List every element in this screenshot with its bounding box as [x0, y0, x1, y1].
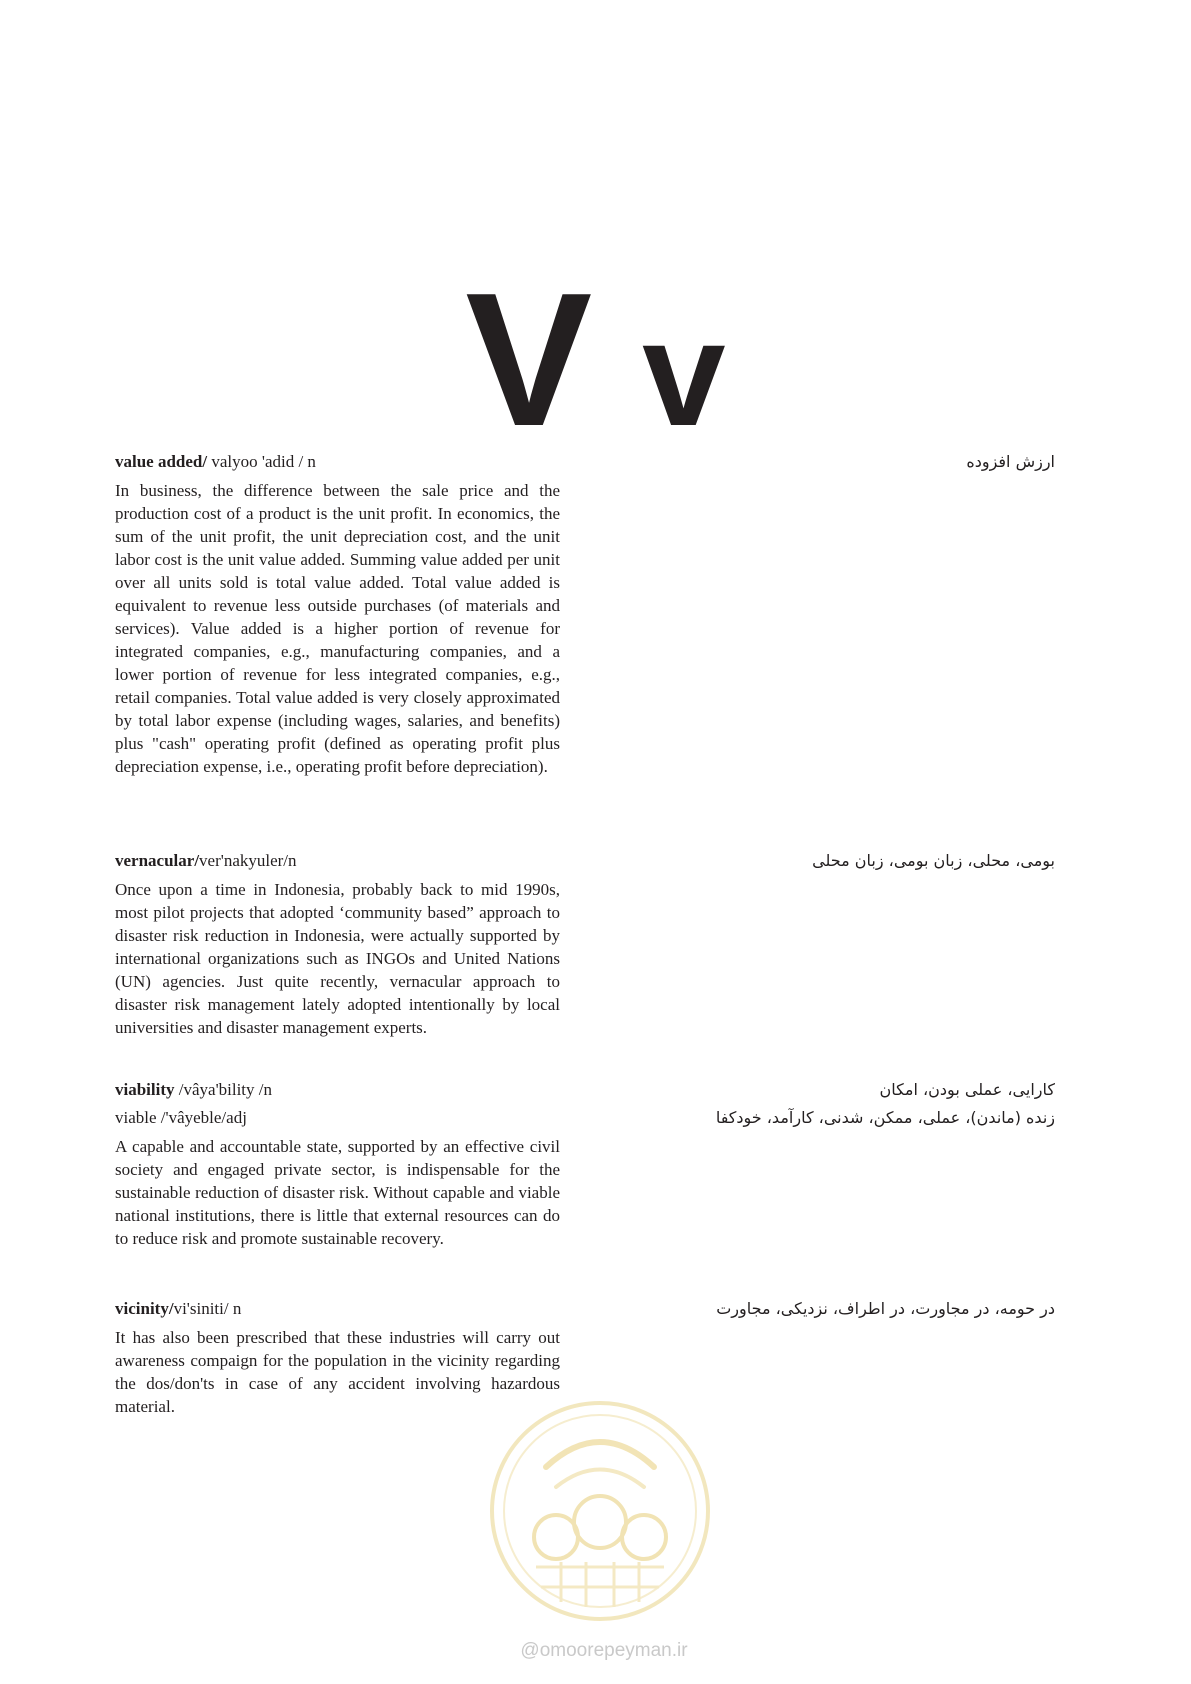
- letter-uppercase: V: [465, 254, 593, 466]
- entry-translation: کارایی، عملی بودن، امکان: [879, 1080, 1055, 1099]
- entry-definition: In business, the difference between the sale price and the production cost of a product is the unit profit. In economics, the sum of the unit profit, the unit depreciation cost, and the unit labor cost is the unit value added. Summing value added per unit over all units sold is total value added. Total value added is equivalent to revenue less outside purchases (of materials and services). Value added is a higher portion of revenue for integrated companies, e.g., manufacturing companies, and a lower portion of revenue for less integrated companies, e.g., retail companies. Total value added is very closely approximated by total labor expense (including wages, salaries, and benefits) plus "cash" operating profit (defined as operating profit plus depreciation expense, i.e., operating profit before depreciation).: [115, 481, 560, 776]
- entry-pronunciation: /vâya'bility /n: [174, 1080, 273, 1099]
- entry-term: value added/: [115, 452, 208, 471]
- entry-headword: [115, 1079, 560, 1101]
- entry-pronunciation: valyoo 'adid / n: [207, 452, 316, 471]
- entry-value-added: [115, 451, 560, 778]
- entry-sub-translation: زنده (ماندن)، عملی، ممکن، شدنی، کارآمد، خودکفا: [715, 1108, 1055, 1127]
- watermark-text: @omoorepeyman.ir: [520, 1640, 688, 1661]
- entry-vernacular: [115, 850, 560, 1039]
- watermark-logo-icon: [486, 1397, 714, 1625]
- entry-translation: ارزش افزوده: [966, 452, 1055, 471]
- entry-translation: بومی، محلی، زبان بومی، زبان محلی: [812, 851, 1055, 870]
- entry-definition: A capable and accountable state, supported by an effective civil society and engaged private sector, is indispensable for the sustainable reduction of disaster risk. Without capable and viable national institutions, there is little that external resources can do to reduce risk and promote sustainable recovery.: [115, 1137, 560, 1248]
- entry-pronunciation: vi'siniti/ n: [173, 1299, 242, 1318]
- entry-subheadword: viable /'vâyeble/adj: [115, 1108, 247, 1127]
- entry-translation: در حومه، در مجاورت، در اطراف، نزدیکی، مجاورت: [716, 1299, 1055, 1318]
- entry-headword: [115, 1298, 560, 1320]
- entry-definition: Once upon a time in Indonesia, probably back to mid 1990s, most pilot projects that adopted ‘community based” approach to disaster risk reduction in Indonesia, were actually supported by international organizations such as INGOs and United Nations (UN) agencies. Just quite recently, vernacular approach to disaster risk management lately adopted intentionally by local universities and disaster management experts.: [115, 880, 560, 1037]
- entry-term: vicinity/: [115, 1299, 174, 1318]
- entry-headword: [115, 850, 560, 872]
- entry-term: viability: [115, 1080, 175, 1099]
- entry-viability: [115, 1079, 560, 1250]
- entry-headword: [115, 451, 560, 473]
- entry-term: vernacular/: [115, 851, 200, 870]
- letter-lowercase: v: [642, 289, 726, 457]
- entry-pronunciation: ver'nakyuler/n: [199, 851, 297, 870]
- entry-definition: It has also been prescribed that these industries will carry out awareness compaign for the population in the vicinity regarding the dos/don'ts in case of any accident involving hazardous material.: [115, 1328, 560, 1416]
